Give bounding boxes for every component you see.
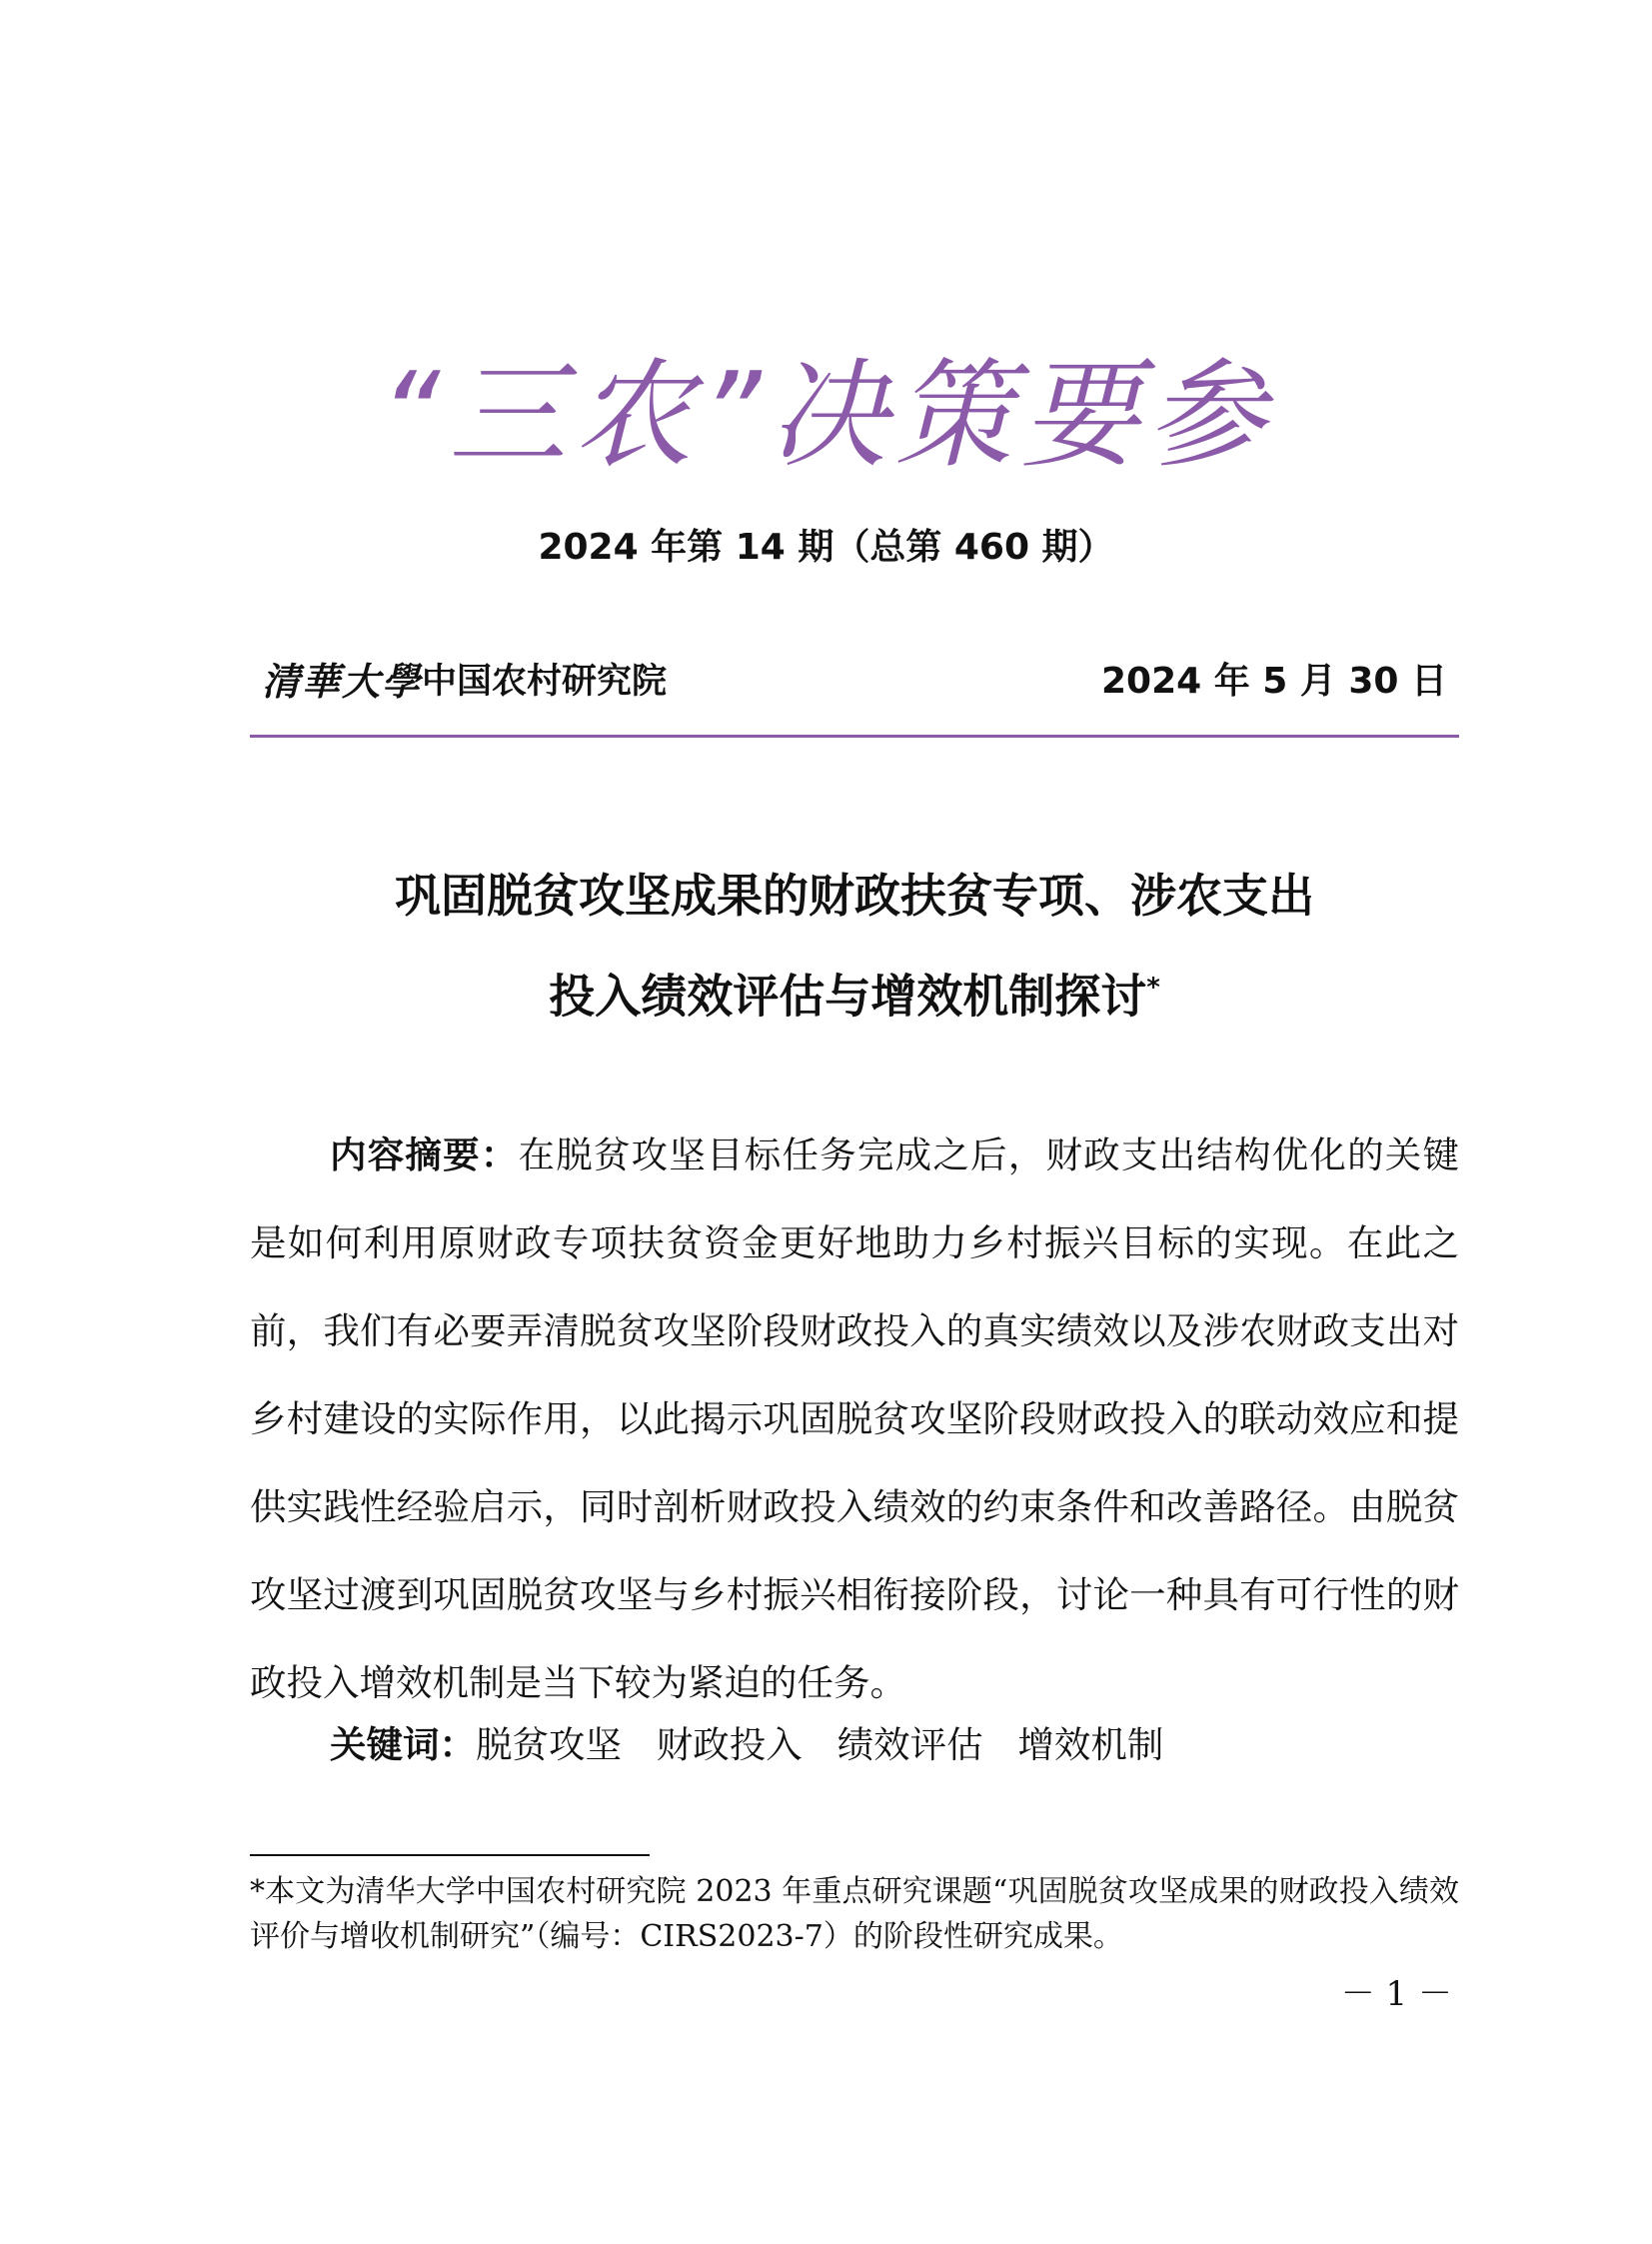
keywords-items: 脱贫攻坚 财政投入 绩效评估 增效机制 xyxy=(476,1723,1164,1766)
university-logo: 清華大學 xyxy=(262,659,423,704)
issue-number: 2024 年第 14 期（总第 460 期） xyxy=(538,527,1114,568)
keywords-label: 关键词： xyxy=(330,1723,476,1766)
issue-date: 2024 年 5 月 30 日 xyxy=(1100,661,1447,702)
keywords-line xyxy=(250,1717,1459,1773)
footnote-marker: * xyxy=(1146,973,1160,1003)
header-divider xyxy=(250,735,1459,738)
abstract-label: 内容摘要： xyxy=(330,1133,519,1176)
masthead-title: “三农”决策要参 xyxy=(379,346,1273,484)
footnote: *本文为清华大学中国农村研究院 2023 年重点研究课题“巩固脱贫攻坚成果的财政投入绩效评价与增收机制研究”（编号：CIRS2023-7）的阶段性研究成果。 xyxy=(250,1874,1459,1954)
header-row xyxy=(250,655,1459,715)
institute-name: 中国农村研究院 xyxy=(422,662,668,702)
footnote-divider xyxy=(250,1854,650,1856)
title-line-2: 投入绩效评估与增效机制探讨 xyxy=(549,969,1147,1024)
title-line-1: 巩固脱贫攻坚成果的财政扶贫专项、涉农支出 xyxy=(395,869,1314,923)
abstract-text: 在脱贫攻坚目标任务完成之后，财政支出结构优化的关键是如何利用原财政专项扶贫资金更好地助力乡村振兴目标的实现。在此之前，我们有必要弄清脱贫攻坚阶段财政投入的真实绩效以及涉农财政支出对乡村建设的实际作用，以此揭示巩固脱贫攻坚阶段财政投入的联动效应和提供实践性经验启示，同时剖析财政投入绩效的约束条件和改善路径。由脱贫攻坚过渡到巩固脱贫攻坚与乡村振兴相衔接阶段，讨论一种具有可行性的财政投入增效机制是当下较为紧迫的任务。 xyxy=(250,1133,1460,1704)
abstract-paragraph xyxy=(250,1112,1459,1727)
page-number: － 1 － xyxy=(1340,1974,1452,2014)
article-title xyxy=(250,850,1459,1042)
